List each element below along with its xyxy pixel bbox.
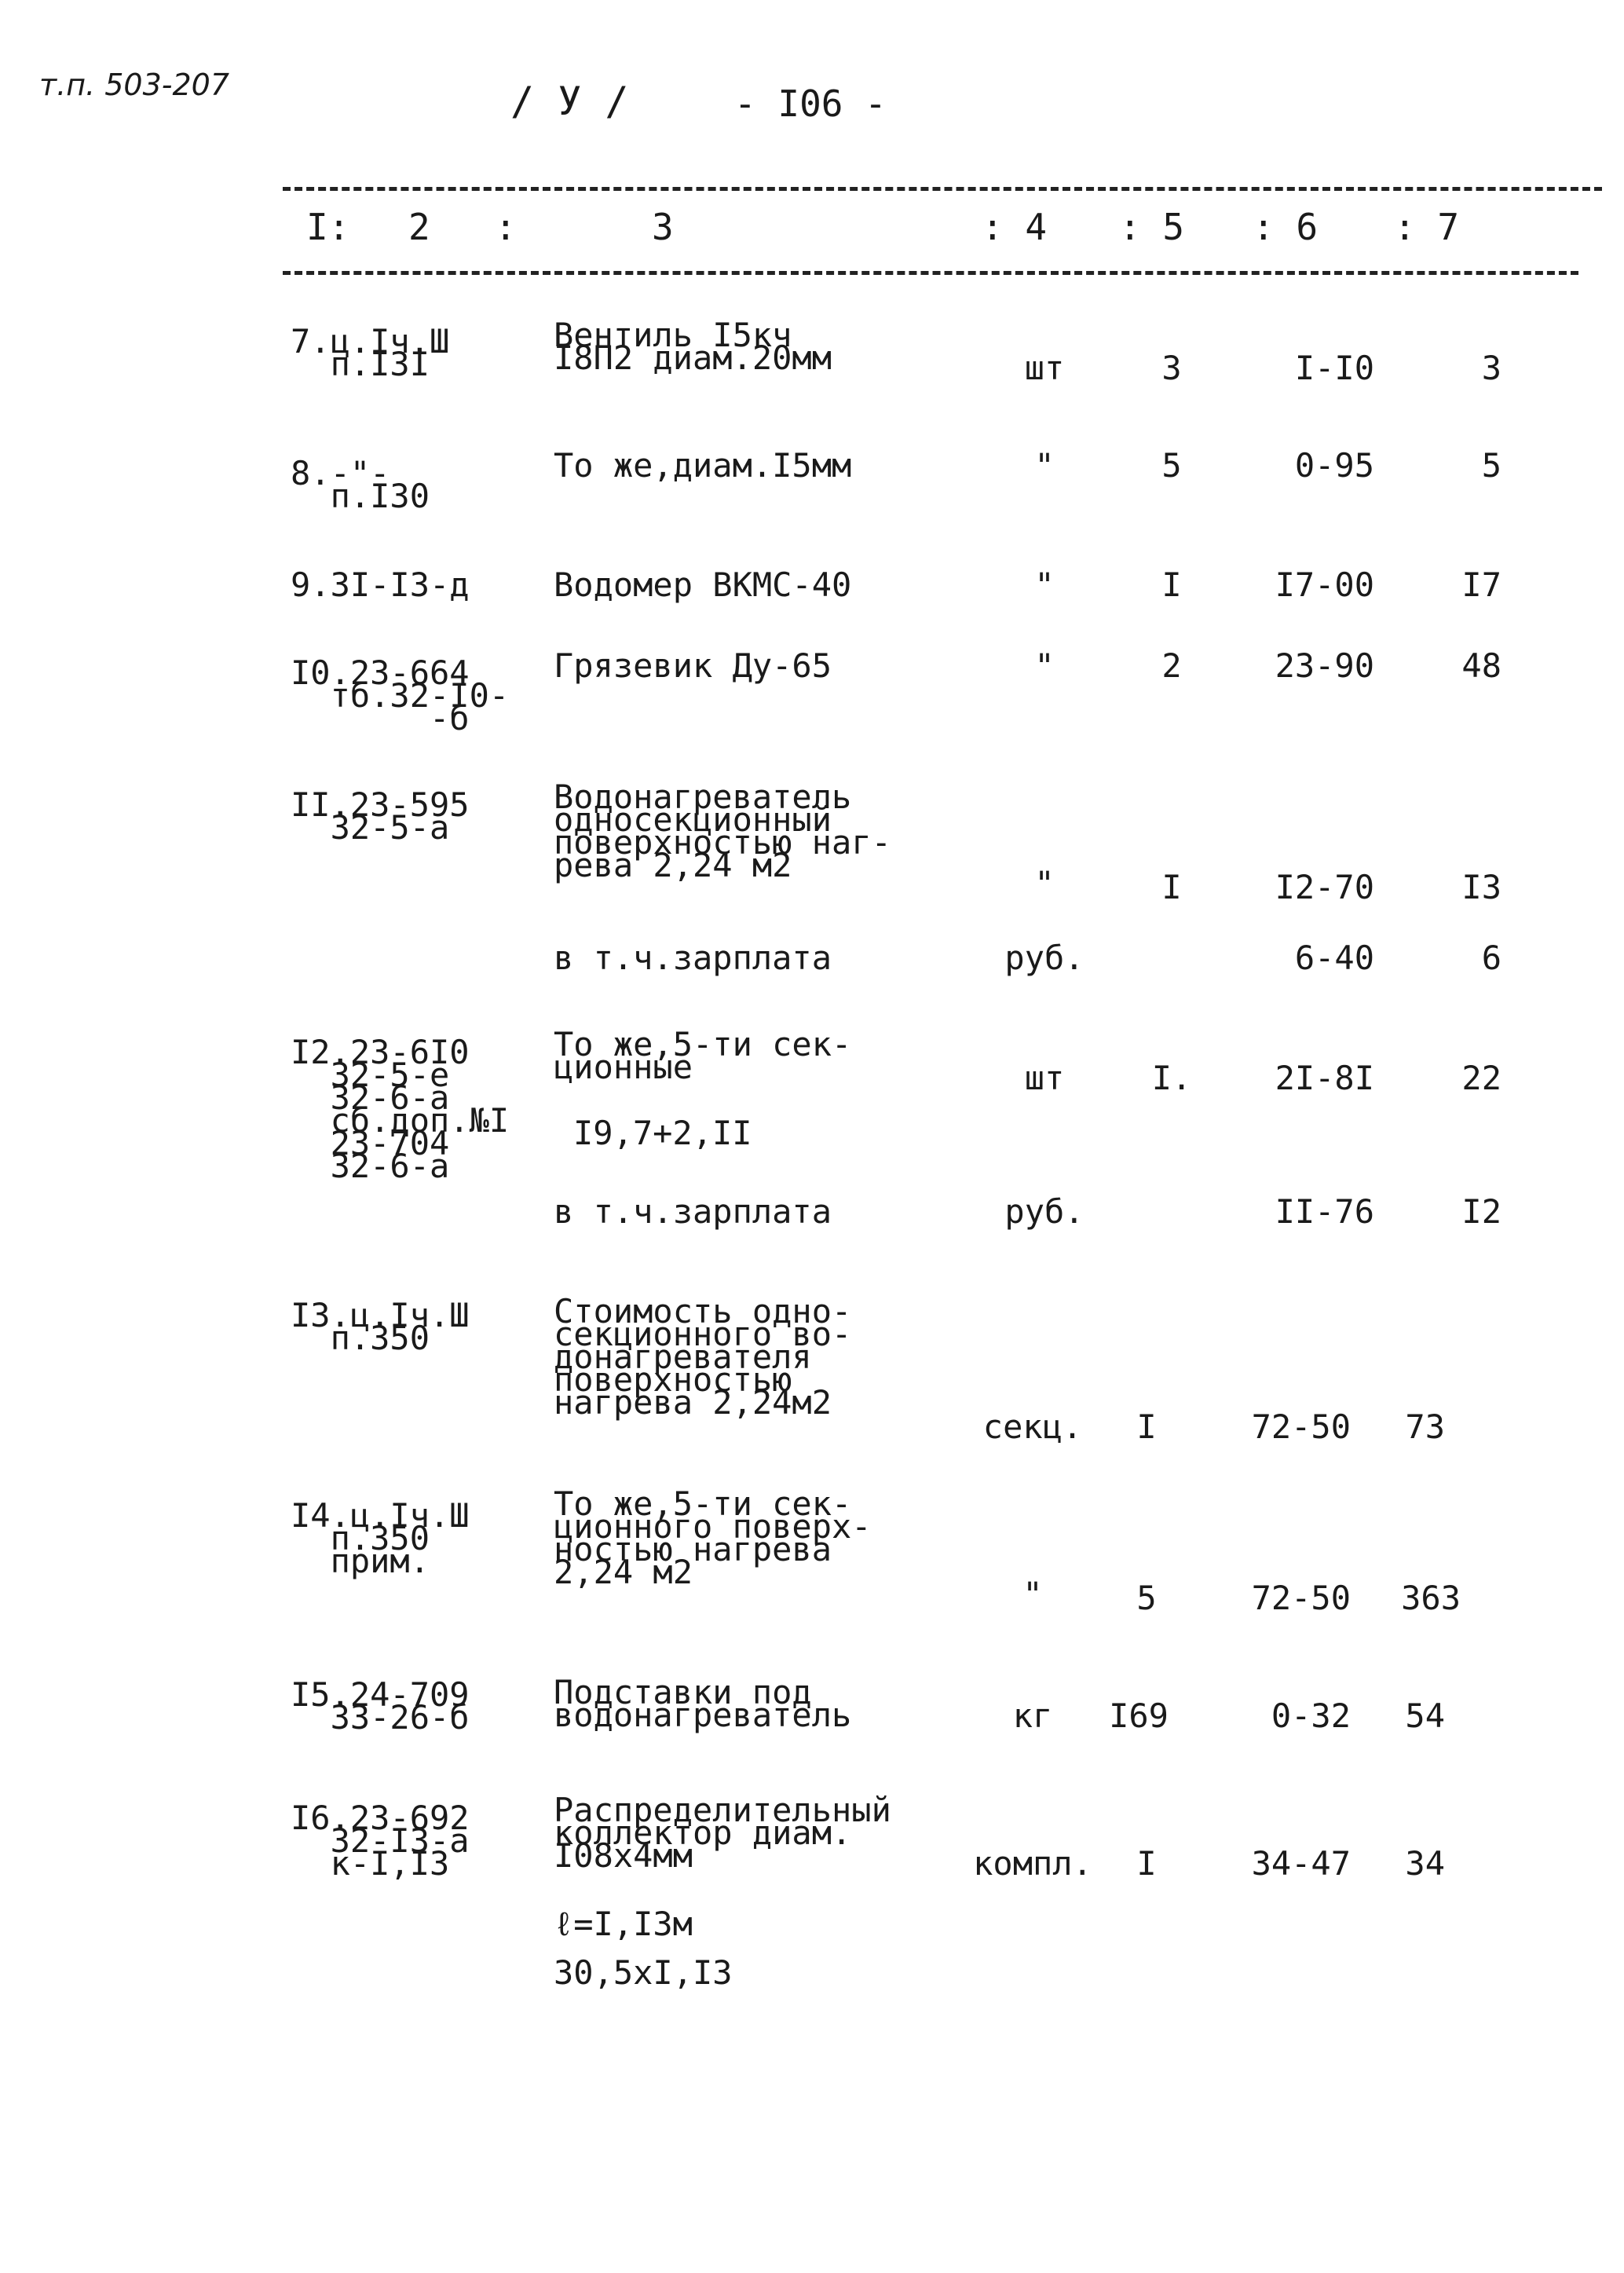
row-name: Распределительный коллектор диам. I08x4мм: [554, 1791, 891, 1875]
row-name: I9,7+2,II: [573, 1114, 752, 1152]
row-qty: I: [1136, 1844, 1157, 1883]
row-name: То же,диам.I5мм: [554, 446, 852, 485]
row-total: I7: [1461, 566, 1501, 604]
col-header-6: : 6: [1253, 206, 1319, 248]
row-qty: 5: [1161, 446, 1182, 485]
row-unit: кг: [1012, 1697, 1053, 1735]
row-name: То же,5-ти сек- ционные: [554, 1025, 852, 1086]
row-qty: I.: [1151, 1059, 1192, 1097]
row-unit: секц.: [982, 1407, 1083, 1446]
row-price: 34-47: [1251, 1844, 1351, 1883]
row-unit: ": [1022, 1575, 1043, 1613]
row-reference: 7.ц.Iч.Ш п.I3I: [291, 322, 450, 383]
row-unit: шт: [1024, 1059, 1065, 1097]
row-unit: ": [1034, 446, 1055, 485]
row-price: I7-00: [1275, 566, 1374, 604]
row-total: 3: [1481, 349, 1501, 387]
row-unit: шт: [1024, 349, 1065, 387]
row-price: II-76: [1275, 1192, 1374, 1231]
row-reference: I5.24-709 33-26-б: [291, 1675, 470, 1737]
col-header-3: 3: [652, 206, 674, 248]
row-reference: I6.23-692 32-I3-а к-I,I3: [291, 1799, 470, 1883]
col-header-1: I:: [306, 206, 350, 248]
row-name: Водонагреватель односекционный поверхностью наг- рева 2,24 м2: [554, 778, 891, 884]
col-header-7: : 7: [1394, 206, 1460, 248]
row-qty: 3: [1161, 349, 1182, 387]
row-name: Вентиль I5кч I8П2 диам.20мм: [554, 316, 832, 377]
header-rule-bottom: [283, 271, 1578, 275]
page-number: - I06 -: [734, 82, 887, 125]
row-name: в т.ч.зарплата: [554, 1192, 832, 1231]
row-name: Грязевик Ду-65: [554, 646, 832, 685]
row-name: ℓ=I,I3м: [554, 1905, 693, 1943]
row-unit: ": [1034, 566, 1055, 604]
row-total: 6: [1481, 939, 1501, 977]
row-price: 0-32: [1271, 1697, 1351, 1735]
document-reference: т.п. 503-207: [39, 68, 229, 102]
row-name: 30,5xI,I3: [554, 1953, 733, 1992]
row-unit: руб.: [1004, 1192, 1084, 1231]
row-reference: I0.23-664 тб.32-I0- -б: [291, 653, 510, 738]
row-reference: I2.23-6I0 32-5-е 32-6-а сб.доп.№I 23-704 32-6-а: [291, 1033, 510, 1185]
row-qty: I: [1161, 566, 1182, 604]
row-price: 0-95: [1294, 446, 1374, 485]
row-name: Подставки под водонагреватель: [554, 1673, 852, 1734]
row-total: 54: [1405, 1697, 1445, 1735]
col-header-4: : 4: [982, 206, 1048, 248]
col-header-2: 2: [408, 206, 430, 248]
row-total: I3: [1461, 868, 1501, 906]
row-reference: I4.ц.Iч.Ш п.350 прим.: [291, 1496, 470, 1580]
row-qty: I: [1136, 1407, 1157, 1446]
row-total: 5: [1481, 446, 1501, 485]
header-rule-top: [283, 187, 1602, 191]
col-header-5: : 5: [1119, 206, 1185, 248]
row-name: Водомер ВКМС-40: [554, 566, 852, 604]
row-qty: I69: [1109, 1697, 1169, 1735]
row-reference: II.23-595 32-5-а: [291, 785, 470, 847]
row-price: 72-50: [1251, 1407, 1351, 1446]
row-price: I-I0: [1294, 349, 1374, 387]
row-price: I2-70: [1275, 868, 1374, 906]
row-unit: ": [1034, 646, 1055, 685]
row-unit: компл.: [973, 1844, 1092, 1883]
row-reference: 8.-"- п.I30: [291, 454, 430, 515]
row-qty: 2: [1161, 646, 1182, 685]
row-total: 363: [1401, 1579, 1461, 1617]
row-price: 2I-8I: [1275, 1059, 1374, 1097]
row-total: 48: [1461, 646, 1501, 685]
col-header-sep: :: [495, 206, 517, 248]
row-name: Стоимость одно- секционного во- донагревателя поверхностью нагрева 2,24м2: [554, 1292, 852, 1422]
row-total: 22: [1461, 1059, 1501, 1097]
row-reference: I3.ц.Iч.Ш п.350: [291, 1296, 470, 1357]
row-price: 72-50: [1251, 1579, 1351, 1617]
row-price: 23-90: [1275, 646, 1374, 685]
row-qty: 5: [1136, 1579, 1157, 1617]
row-qty: I: [1161, 868, 1182, 906]
row-total: 34: [1405, 1844, 1445, 1883]
row-reference: 9.3I-I3-д: [291, 566, 470, 604]
row-name: То же,5-ти сек- ционного поверх- ностью нагрева 2,24 м2: [554, 1484, 872, 1591]
row-unit: руб.: [1004, 939, 1084, 977]
row-price: 6-40: [1294, 939, 1374, 977]
row-total: I2: [1461, 1192, 1501, 1231]
sheet-mark: / У /: [510, 79, 629, 124]
row-name: в т.ч.зарплата: [554, 939, 832, 977]
row-unit: ": [1034, 864, 1055, 902]
row-total: 73: [1405, 1407, 1445, 1446]
